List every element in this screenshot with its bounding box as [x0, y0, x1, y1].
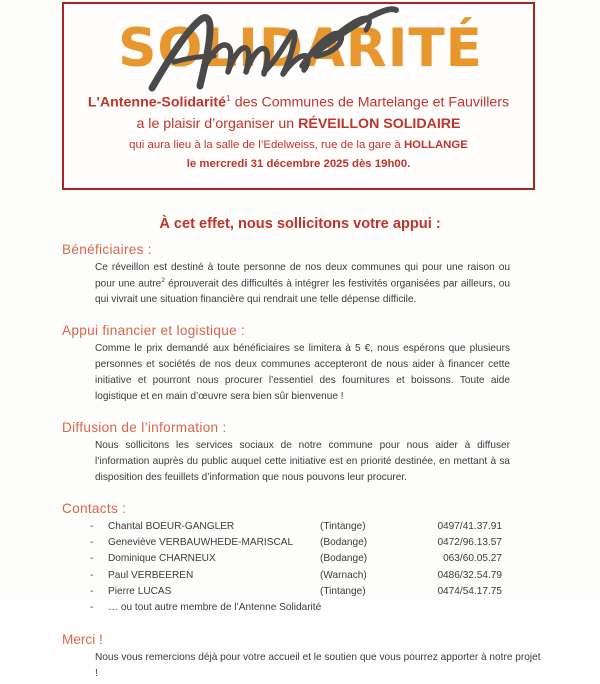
- section-body-diffusion: Nous sollicitons les services sociaux de notre commune pour nous aider à diffuser l’information auprès du public auquel cette initiative est en priorité destinée, en mettant à sa disposition des feuillets d’information que nous pouvons leur procurer.: [95, 439, 510, 483]
- footnote-marker-1: 1: [226, 93, 231, 103]
- contact-row: [90, 568, 510, 584]
- footnote-marker-2: 2: [161, 276, 166, 284]
- bullet-dash: -: [90, 569, 94, 581]
- section-contacts: [62, 501, 540, 617]
- bullet-dash: -: [90, 537, 94, 549]
- contact-phone: 0474/54.17.75: [437, 586, 502, 598]
- section-merci: [62, 632, 540, 682]
- contact-phone: 0497/41.37.91: [437, 520, 502, 532]
- venue-locality: HOLLANGE: [403, 139, 468, 152]
- section-body-merci: Nous vous remercions déjà pour votre accueil et le soutien que vous pourrez apporter à notre projet !: [95, 651, 541, 679]
- section-heading-merci: Merci !: [62, 631, 103, 647]
- bullet-dash: -: [90, 553, 94, 565]
- section-heading-beneficiaires: Bénéficiaires :: [62, 242, 152, 257]
- section-diffusion: [62, 420, 540, 486]
- contact-locality: (Tintange): [320, 520, 366, 532]
- section-body-appui-financier: Comme le prix demandé aux bénéficiaires se limitera à 5 €, nous espérons que plusieurs personnes et sociétés de nos deux communes accepteront de nous aider à financer cette initiative et pourront nous procurer l’essentiel des fournitures et boissons. Toute aide logistique et en main d’œuvre sera bien sûr bienvenue !: [95, 343, 510, 402]
- spacer: [62, 407, 540, 420]
- section-beneficiaires: [62, 242, 540, 308]
- bullet-dash: -: [90, 602, 94, 614]
- contact-phone: 0472/96.13.57: [437, 537, 502, 549]
- contact-name: Chantal BOEUR-GANGLER: [108, 520, 235, 532]
- contact-name: Dominique CHARNEUX: [108, 553, 216, 565]
- body-content: [62, 242, 540, 684]
- beneficiaires-text-part-1: Ce réveillon est destiné à toute personne de nos deux communes qui pour une raison ou pour une autre: [95, 262, 510, 290]
- contact-name: Paul VERBEEREN: [108, 569, 194, 581]
- contact-locality: (Warnach): [320, 569, 367, 581]
- subtitle-line-2-prefix: a le plaisir d’organiser un: [136, 116, 299, 133]
- section-heading-diffusion: Diffusion de l’information :: [62, 419, 227, 435]
- subtitle-line-1: [78, 92, 519, 113]
- event-name: RÉVEILLON SOLIDAIRE: [298, 116, 461, 133]
- section-body-beneficiaires: [95, 260, 510, 308]
- contact-phone: 063/60.05.27: [443, 553, 502, 565]
- contact-row: [90, 551, 510, 567]
- section-heading-contacts: Contacts :: [62, 500, 127, 516]
- contact-row-other: [90, 600, 510, 616]
- spacer: [62, 619, 540, 632]
- contact-row: [90, 535, 510, 551]
- header-subtitle-block: [64, 92, 533, 175]
- subtitle-line-3: [78, 136, 519, 155]
- contact-row: [90, 584, 510, 600]
- contact-name: Geneviève VERBAUWHEDE-MARISCAL: [108, 537, 294, 549]
- contact-locality: (Tintange): [320, 586, 366, 598]
- contact-other-text: … ou tout autre membre de l’Antenne Solidarité: [108, 602, 322, 614]
- contact-row: [90, 519, 510, 535]
- header-frame: [62, 2, 535, 190]
- appeal-headline: À cet effet, nous sollicitons votre appui :: [159, 216, 441, 232]
- contacts-list: [90, 519, 510, 617]
- spacer: [62, 488, 540, 501]
- subtitle-line-1-rest: des Communes de Martelange et Fauvillers: [230, 94, 510, 111]
- venue-text: qui aura lieu à la salle de l’Edelweiss, rue de la gare à: [129, 139, 404, 152]
- page-title: SOLIDARITÉ: [118, 17, 483, 79]
- section-appui-financier: [62, 323, 540, 405]
- contact-locality: (Bodange): [320, 553, 368, 565]
- bullet-dash: -: [90, 586, 94, 598]
- event-date-line: le mercredi 31 décembre 2025 dès 19h00.: [186, 158, 411, 171]
- contact-locality: (Bodange): [320, 537, 368, 549]
- subtitle-line-2: [78, 113, 519, 136]
- title-area: [64, 4, 533, 92]
- subtitle-org-name: L'Antenne-Solidarité: [87, 94, 227, 111]
- spacer: [62, 310, 540, 323]
- contact-name: Pierre LUCAS: [108, 586, 172, 598]
- contact-phone: 0486/32.54.79: [437, 569, 502, 581]
- section-heading-appui-financier: Appui financier et logistique :: [62, 323, 246, 339]
- beneficiaires-text-part-2: éprouverait des difficultés à intégrer les festivités organisées par ailleurs, ou qui vivrait une situation financière qui rendrait une telle dépense difficile.: [95, 278, 510, 306]
- bullet-dash: -: [90, 520, 94, 532]
